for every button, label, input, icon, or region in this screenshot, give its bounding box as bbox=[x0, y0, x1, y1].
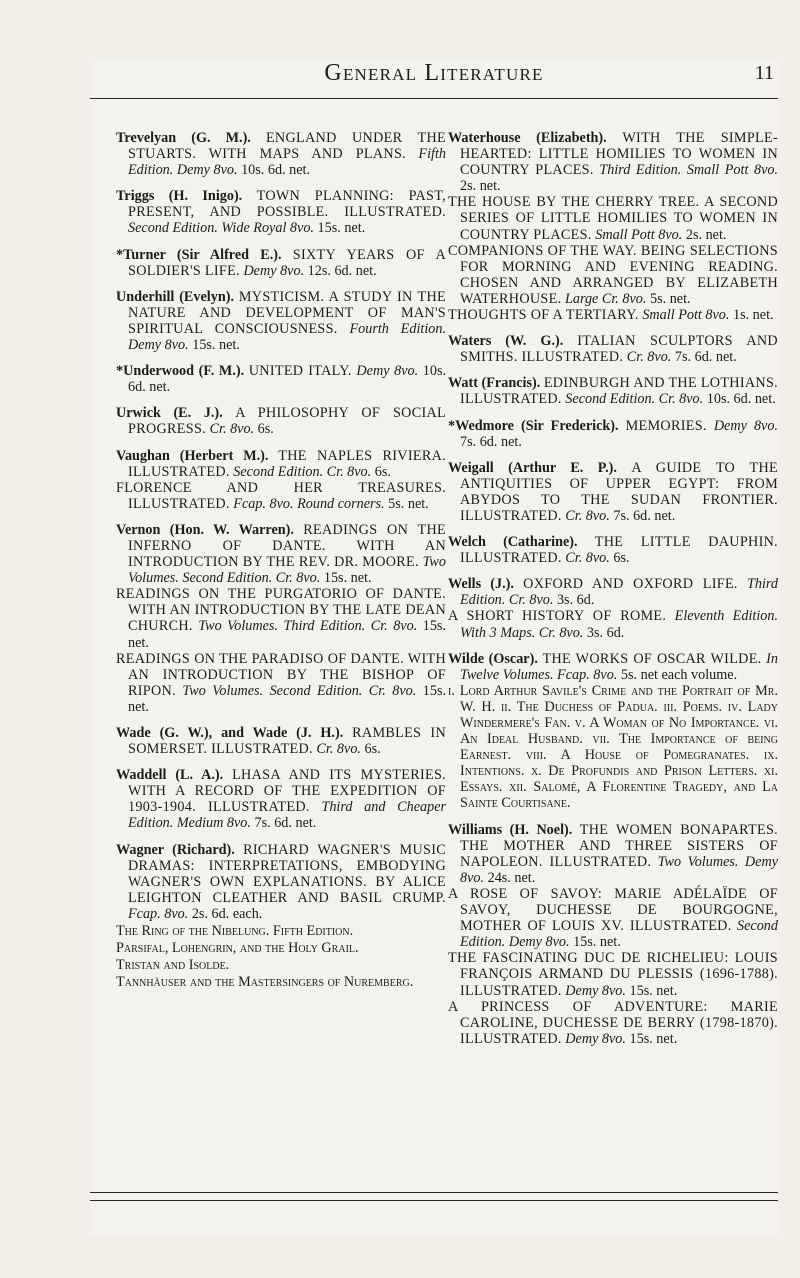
catalogue-entry bbox=[116, 725, 446, 757]
entry-price: 7s. 6d. net. bbox=[254, 815, 317, 832]
entry-edition: Cr. 8vo. bbox=[209, 421, 255, 438]
entry-edition: Two Volumes. Second Edition. Cr. 8vo. bbox=[128, 554, 446, 587]
entry-price: 6s. bbox=[257, 421, 274, 438]
right-column bbox=[448, 130, 778, 1057]
entry-edition: Cr. 8vo. bbox=[626, 349, 672, 366]
entry-main bbox=[448, 651, 778, 683]
entry-edition: Two Volumes. Demy 8vo. bbox=[460, 853, 779, 886]
entry-price: 6s. bbox=[374, 463, 391, 480]
entry-author: Wells (J.). bbox=[448, 576, 514, 593]
catalogue-entry bbox=[448, 822, 778, 1047]
entry-edition: Third Edition. Small Pott 8vo. bbox=[599, 162, 779, 179]
entry-author: Wagner (Richard). bbox=[116, 841, 235, 858]
entry-edition: Cr. 8vo. bbox=[565, 507, 610, 524]
entry-price: 7s. 6d. net. bbox=[613, 507, 676, 524]
catalogue-entry bbox=[116, 842, 446, 991]
entry-title: A GUIDE TO THE ANTIQUITIES OF UPPER EGYPT: FROM ABYDOS TO THE SUDAN FRONTIER. ILLUSTRATED. bbox=[460, 459, 779, 524]
entry-author: Waterhouse (Elizabeth). bbox=[448, 130, 607, 146]
series-volume: Tristan and Isolde. bbox=[116, 957, 230, 974]
entry-main bbox=[116, 405, 446, 437]
entry-edition: Demy 8vo. bbox=[356, 363, 419, 380]
entry-main bbox=[116, 289, 446, 353]
entry-edition: Third and Cheaper Edition. Medium 8vo. bbox=[128, 799, 447, 832]
entry-edition: Cr. 8vo. bbox=[316, 741, 361, 758]
footer-rule bbox=[90, 1192, 778, 1193]
entry-title: WITH THE SIMPLE-HEARTED: LITTLE HOMILIES TO WOMEN IN COUNTRY PLACES. bbox=[460, 130, 778, 179]
entry-main bbox=[448, 418, 778, 450]
entry-title: THE NAPLES RIVIERA. ILLUSTRATED. bbox=[128, 447, 447, 480]
entry-edition: Fifth Edition. Demy 8vo. bbox=[128, 146, 446, 179]
entry-title: ENGLAND UNDER THE STUARTS. WITH MAPS AND PLANS. bbox=[128, 130, 446, 163]
entry-main bbox=[116, 188, 446, 236]
catalogue-entry bbox=[448, 651, 778, 812]
entry-price: 2s. net. bbox=[460, 178, 501, 195]
entry-edition: Second Edition. Cr. 8vo. bbox=[565, 391, 704, 408]
catalogue-entry bbox=[116, 247, 446, 279]
entry-price: 15s. net. bbox=[317, 220, 366, 237]
page-header bbox=[90, 58, 778, 99]
entry-price: 15s. net. bbox=[629, 1030, 678, 1047]
entry-title: A SHORT HISTORY OF ROME. bbox=[448, 608, 667, 625]
entry-title: READINGS ON THE PURGATORIO OF DANTE. WITH AN INTRODUCTION BY THE LATE DEAN CHURCH. bbox=[116, 586, 446, 635]
entry-main bbox=[116, 448, 446, 480]
entry-title: COMPANIONS OF THE WAY. BEING SELECTIONS FOR MORNING AND EVENING READING. CHOSEN AND ARRANGED BY ELIZABETH WATERHOUSE. bbox=[448, 242, 778, 307]
entry-title: A PRINCESS OF ADVENTURE: MARIE CAROLINE, DUCHESSE DE BERRY (1798-1870). ILLUSTRATED. bbox=[448, 998, 778, 1047]
volume-contents: i. Lord Arthur Savile's Crime and the Portrait of Mr. W. H. ii. The Duchess of Padua. iii. Poems. iv. Lady Windermere's Fan. v. A Woman of No Importance. vi. An Ideal Husband. vii. The Importance of being Earnest. viii. A House of Pomegranates. ix. Intentions. x. De Profundis and Prison Letters. xi. Essays. xii. Salomé, A Florentine Tragedy, and La Sainte Courtisane. bbox=[448, 682, 778, 812]
entry-title: SIXTY YEARS OF A SOLDIER'S LIFE. bbox=[128, 246, 447, 279]
entry-edition: Demy 8vo. bbox=[713, 417, 778, 434]
entry-price: 10s. 6d. net. bbox=[241, 162, 311, 179]
entry-subtitle bbox=[448, 999, 778, 1047]
entry-price: 5s. net. bbox=[649, 290, 691, 307]
catalogue-entry bbox=[116, 363, 446, 395]
catalogue-entry bbox=[116, 405, 446, 437]
entry-title: EDINBURGH AND THE LOTHIANS. ILLUSTRATED. bbox=[460, 375, 779, 408]
entry-edition: Second Edition. Cr. 8vo. bbox=[233, 463, 372, 480]
entry-main bbox=[448, 822, 778, 886]
entry-edition: In Twelve Volumes. Fcap. 8vo. bbox=[460, 650, 778, 683]
entry-author: Wilde (Oscar). bbox=[448, 650, 538, 667]
catalogue-page bbox=[90, 58, 778, 1236]
left-column bbox=[116, 130, 446, 1000]
entry-price: 3s. 6d. bbox=[556, 592, 595, 609]
catalogue-entry bbox=[116, 188, 446, 236]
page-number: 11 bbox=[754, 62, 774, 84]
entry-subtitle bbox=[448, 886, 778, 950]
entry-subtitle bbox=[448, 243, 778, 307]
entry-edition: Eleventh Edition. With 3 Maps. Cr. 8vo. bbox=[460, 608, 779, 641]
entry-author: Watt (Francis). bbox=[448, 375, 541, 392]
catalogue-entry bbox=[448, 333, 778, 365]
entry-price: 12s. 6d. net. bbox=[307, 262, 377, 279]
entry-edition: Demy 8vo. bbox=[243, 262, 305, 279]
entry-main bbox=[448, 333, 778, 365]
entry-title: READINGS ON THE INFERNO OF DANTE. WITH AN INTRODUCTION BY THE REV. DR. MOORE. bbox=[128, 521, 446, 571]
catalogue-entry bbox=[116, 289, 446, 353]
catalogue-entry bbox=[116, 448, 446, 512]
entry-price: 15s. net. bbox=[573, 934, 621, 951]
entry-author: Triggs (H. Inigo). bbox=[116, 188, 243, 205]
entry-author: Williams (H. Noel). bbox=[448, 821, 573, 838]
entry-main bbox=[116, 130, 446, 178]
entry-price: 10s. 6d. net. bbox=[706, 391, 776, 408]
entry-title: MEMORIES. bbox=[625, 417, 707, 434]
catalogue-entry bbox=[116, 522, 446, 715]
entry-edition: Fcap. 8vo. Round corners. bbox=[233, 495, 385, 512]
running-title: General Literature bbox=[324, 60, 544, 86]
entry-main bbox=[448, 576, 778, 608]
catalogue-entry bbox=[448, 460, 778, 524]
entry-main bbox=[116, 363, 446, 395]
entry-edition: Cr. 8vo. bbox=[565, 550, 610, 567]
entry-edition: Demy 8vo. bbox=[565, 982, 626, 999]
entry-price: 15s. net. bbox=[192, 337, 240, 354]
entry-title: MYSTICISM. A STUDY IN THE NATURE AND DEVELOPMENT OF MAN'S SPIRITUAL CONSCIOUSNESS. bbox=[128, 288, 446, 337]
entry-title: RICHARD WAGNER'S MUSIC DRAMAS: INTERPRETATIONS, EMBODYING WAGNER'S OWN EXPLANATIONS. BY ALICE LEIGHTON CLEATHER AND BASIL CRUMP. bbox=[128, 841, 446, 906]
entry-main bbox=[448, 460, 778, 524]
entry-title: READINGS ON THE PARADISO OF DANTE. WITH AN INTRODUCTION BY THE BISHOP OF RIPON. bbox=[116, 650, 446, 699]
entry-subtitle bbox=[448, 950, 778, 998]
entry-main bbox=[116, 767, 446, 831]
entry-edition: Small Pott 8vo. bbox=[642, 307, 730, 324]
entry-price: 3s. 6d. bbox=[586, 624, 625, 641]
entry-author: Vaughan (Herbert M.). bbox=[116, 447, 269, 464]
entry-main bbox=[116, 725, 446, 757]
entry-title: TOWN PLANNING: PAST, PRESENT, AND POSSIBLE. ILLUSTRATED. bbox=[128, 188, 446, 221]
entry-title: A ROSE OF SAVOY: MARIE ADÉLAÏDE OF SAVOY, DUCHESSE DE BOURGOGNE, MOTHER OF LOUIS XV. ILLUSTRATED. bbox=[448, 885, 778, 935]
entry-edition: Second Edition. Wide Royal 8vo. bbox=[128, 220, 314, 237]
entry-author: *Turner (Sir Alfred E.). bbox=[116, 246, 282, 263]
entry-edition: Fcap. 8vo. bbox=[128, 905, 189, 922]
entry-main bbox=[116, 842, 446, 922]
entry-author: Wade (G. W.), and Wade (J. H.). bbox=[116, 725, 344, 741]
entry-main bbox=[116, 522, 446, 586]
entry-edition: Third Edition. Cr. 8vo. bbox=[460, 576, 778, 609]
entry-author: Welch (Catharine). bbox=[448, 534, 578, 551]
entry-title: THOUGHTS OF A TERTIARY. bbox=[448, 307, 639, 324]
catalogue-entry bbox=[448, 375, 778, 407]
entry-edition: Large Cr. 8vo. bbox=[564, 290, 647, 307]
entry-edition: Second Edition. Demy 8vo. bbox=[460, 918, 778, 951]
series-volume: Tannhäuser and the Mastersingers of Nuremberg. bbox=[116, 974, 414, 991]
entry-title: FLORENCE AND HER TREASURES. ILLUSTRATED. bbox=[116, 479, 446, 512]
entry-author: Waters (W. G.). bbox=[448, 333, 564, 350]
entry-main bbox=[448, 375, 778, 407]
entry-price: 6s. bbox=[364, 741, 381, 758]
entry-author: Waddell (L. A.). bbox=[116, 767, 224, 784]
series-volume: Parsifal, Lohengrin, and the Holy Grail. bbox=[116, 940, 359, 957]
entry-price: 15s. net. bbox=[323, 570, 372, 587]
entry-price: 7s. 6d. net. bbox=[460, 433, 522, 450]
entry-price: 10s. 6d. net. bbox=[128, 363, 447, 396]
entry-author: Underhill (Evelyn). bbox=[116, 288, 234, 305]
entry-title: ITALIAN SCULPTORS AND SMITHS. ILLUSTRATED. bbox=[460, 333, 778, 366]
entry-price: 5s. net. bbox=[388, 495, 429, 512]
catalogue-entry bbox=[448, 418, 778, 450]
catalogue-entry bbox=[448, 576, 778, 640]
entry-title: THE WORKS OF OSCAR WILDE. bbox=[542, 650, 762, 667]
entry-author: *Wedmore (Sir Frederick). bbox=[448, 417, 619, 434]
entry-edition: Small Pott 8vo. bbox=[595, 226, 683, 243]
entry-author: Vernon (Hon. W. Warren). bbox=[116, 521, 294, 538]
entry-author: Trevelyan (G. M.). bbox=[116, 130, 251, 146]
entry-title: THE LITTLE DAUPHIN. ILLUSTRATED. bbox=[460, 534, 778, 567]
entry-price: 2s. 6d. each. bbox=[191, 905, 263, 922]
entry-author: Weigall (Arthur E. P.). bbox=[448, 459, 617, 476]
entry-subtitle bbox=[448, 608, 778, 640]
series-volume: The Ring of the Nibelung. Fifth Edition. bbox=[116, 923, 354, 940]
entry-main bbox=[448, 130, 778, 194]
entry-price: 24s. net. bbox=[487, 869, 536, 886]
catalogue-entry bbox=[116, 767, 446, 831]
entry-title: LHASA AND ITS MYSTERIES. WITH A RECORD OF THE EXPEDITION OF 1903-1904. ILLUSTRATED. bbox=[128, 767, 447, 816]
entry-title: THE HOUSE BY THE CHERRY TREE. A SECOND SERIES OF LITTLE HOMILIES TO WOMEN IN COUNTRY PLACES. bbox=[448, 194, 778, 243]
entry-price: 1s. net. bbox=[732, 307, 774, 324]
entry-title: A PHILOSOPHY OF SOCIAL PROGRESS. bbox=[128, 405, 446, 438]
entry-price: 15s. net. bbox=[128, 618, 446, 651]
entry-subtitle bbox=[116, 586, 446, 650]
entry-title: THE FASCINATING DUC DE RICHELIEU: LOUIS FRANÇOIS ARMAND DU PLESSIS (1696-1788). ILLUSTRATED. bbox=[448, 950, 778, 999]
entry-author: Urwick (E. J.). bbox=[116, 405, 223, 422]
entry-price: 15s. net. bbox=[128, 682, 447, 715]
entry-title: UNITED ITALY. bbox=[248, 363, 352, 380]
entry-edition: Fourth Edition. Demy 8vo. bbox=[128, 320, 447, 354]
entry-price: 6s. bbox=[613, 550, 630, 567]
entry-price: 15s. net. bbox=[629, 982, 678, 999]
entry-main bbox=[116, 247, 446, 279]
entry-subtitle bbox=[116, 480, 446, 512]
entry-subtitle bbox=[448, 307, 778, 323]
entry-price: 7s. 6d. net. bbox=[674, 349, 737, 366]
entry-author: *Underwood (F. M.). bbox=[116, 363, 245, 380]
entry-subtitle bbox=[116, 651, 446, 715]
catalogue-entry bbox=[448, 130, 778, 323]
footer-rule-2 bbox=[90, 1200, 778, 1201]
entry-title: THE WOMEN BONAPARTES. THE MOTHER AND THREE SISTERS OF NAPOLEON. ILLUSTRATED. bbox=[460, 821, 778, 870]
entry-edition: Two Volumes. Second Edition. Cr. 8vo. bbox=[182, 682, 417, 699]
entry-edition: Demy 8vo. bbox=[565, 1030, 626, 1047]
entry-edition: Two Volumes. Third Edition. Cr. 8vo. bbox=[198, 618, 418, 635]
entry-price: 2s. net. bbox=[685, 226, 727, 243]
entry-subtitle bbox=[448, 194, 778, 242]
entry-title: RAMBLES IN SOMERSET. ILLUSTRATED. bbox=[128, 725, 447, 758]
entry-main bbox=[448, 534, 778, 566]
catalogue-entry bbox=[448, 534, 778, 566]
entry-price: 5s. net each volume. bbox=[620, 666, 738, 683]
catalogue-entry bbox=[116, 130, 446, 178]
entry-title: OXFORD AND OXFORD LIFE. bbox=[523, 576, 738, 593]
